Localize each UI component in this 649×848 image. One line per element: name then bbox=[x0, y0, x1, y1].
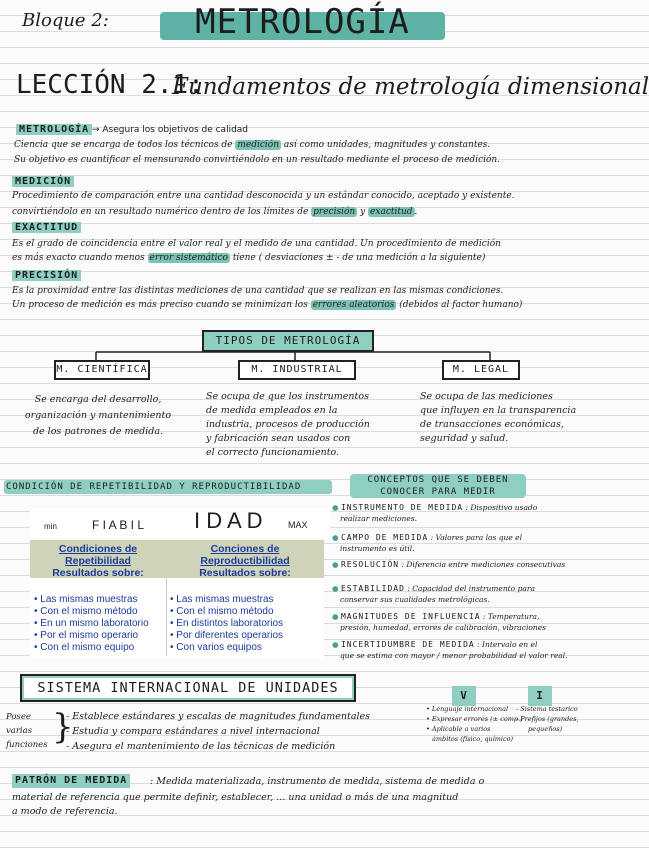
repetibilidad-header bbox=[30, 543, 166, 579]
list-item: • Lenguaje internacional bbox=[426, 705, 509, 713]
text: tiene ( desviaciones ± - de una medición a la siguiente) bbox=[232, 253, 486, 263]
highlight: error sistemático bbox=[149, 253, 228, 263]
concept-term: MAGNITUDES DE INFLUENCIA bbox=[340, 612, 481, 621]
text: Resultados sobre: bbox=[199, 567, 291, 579]
conceptos-list bbox=[332, 502, 598, 665]
text: y bbox=[360, 207, 366, 217]
precision-line1: Es la proximidad entre las distintas mediciones de una cantidad que se realizan en las mismas condiciones. bbox=[12, 286, 504, 296]
condicion-title: CONDICIÓN DE REPETIBILIDAD Y REPRODUCTIBILIDAD bbox=[4, 480, 332, 494]
reproductibilidad-header bbox=[170, 543, 320, 579]
exactitud-term: EXACTITUD bbox=[12, 222, 81, 233]
concept-text: : Capacidad del instrumento para bbox=[407, 584, 535, 593]
text: Se encarga del desarrollo, bbox=[34, 394, 162, 405]
list-item: • Con el mismo equipo bbox=[34, 642, 149, 654]
i-label: I bbox=[528, 686, 552, 706]
list-item: • Por el mismo operario bbox=[34, 630, 149, 642]
lesson-prefix: LECCIÓN 2.1: bbox=[16, 70, 204, 100]
concept-term: RESOLUCIÓN bbox=[340, 560, 400, 569]
list-item: • Expresar errores (± comp.) bbox=[426, 715, 523, 723]
text: Conciones de bbox=[210, 543, 280, 555]
list-item: pequeños) bbox=[528, 725, 563, 733]
metrologia-arrow: → Asegura los objetivos de calidad bbox=[92, 125, 249, 135]
text: - Estudia y compara estándares a nivel internacional bbox=[66, 726, 320, 737]
lesson-title: Fundamentos de metrología dimensional bbox=[172, 74, 649, 100]
text: (debidos al factor humano) bbox=[399, 300, 523, 310]
concept-term: INCERTIDUMBRE DE MEDIDA bbox=[340, 640, 475, 649]
list-item: • Con varios equipos bbox=[170, 642, 283, 654]
text: industria, procesos de producción bbox=[206, 419, 370, 430]
medicion-term: MEDICIÓN bbox=[12, 176, 74, 187]
si-functions bbox=[66, 709, 370, 754]
text: de transacciones económicas, bbox=[420, 419, 564, 430]
patron-line1: : Medida materializada, instrumento de medida, sistema de medida o bbox=[150, 776, 485, 787]
list-item: • Las mismas muestras bbox=[170, 594, 283, 606]
si-left-label bbox=[6, 710, 48, 752]
si-title: SISTEMA INTERNACIONAL DE UNIDADES bbox=[20, 674, 356, 702]
text: funciones bbox=[6, 740, 48, 750]
fiab-big: I D A D bbox=[194, 508, 263, 533]
list-item: • Las mismas muestras bbox=[34, 594, 149, 606]
text: - Establece estándares y escalas de magnitudes fundamentales bbox=[66, 711, 371, 722]
concept-text: que se estima con mayor / menor probabilidad el valor real. bbox=[340, 651, 568, 660]
patron-term: PATRÓN DE MEDIDA bbox=[12, 774, 130, 788]
metrologia-term: METROLOGÍA bbox=[16, 124, 92, 135]
list-item: • Con el mismo método bbox=[170, 606, 283, 618]
highlight: medición bbox=[237, 140, 280, 150]
conceptos-title bbox=[350, 474, 526, 498]
text: Se ocupa de que los instrumentos bbox=[206, 391, 369, 402]
concept-text: presión, humedad, errores de calibración, vibraciones bbox=[340, 623, 547, 632]
list-item: - Sistema testarico bbox=[516, 705, 578, 713]
patron-line3: a modo de referencia. bbox=[12, 806, 118, 817]
text: que influyen en la transparencia bbox=[420, 405, 577, 416]
concept-text: conservar sus cualidades metrológicas. bbox=[340, 595, 490, 604]
medicion-line1: Procedimiento de comparación entre una cantidad desconocida y un estándar conocido, aceptado y existente. bbox=[12, 191, 515, 201]
text: así como unidades, magnitudes y constantes. bbox=[283, 140, 491, 150]
list-item: • Con el mismo método bbox=[34, 606, 149, 618]
list-item: • Aplicable a varios bbox=[426, 725, 491, 733]
concept-item: ● ESTABILIDAD : Capacidad del instrumento para conservar sus cualidades metrológicas. bbox=[332, 583, 598, 611]
table-divider bbox=[166, 578, 167, 656]
highlight: exactitud bbox=[370, 207, 413, 217]
text: de medida empleados en la bbox=[206, 405, 338, 416]
list-item: • En un mismo laboratorio bbox=[34, 618, 149, 630]
concept-item: ● INCERTIDUMBRE DE MEDIDA : Intervalo en el que se estima con mayor / menor probabilidad el valor real. bbox=[332, 639, 598, 665]
concept-text: : Dispositivo usado bbox=[465, 503, 538, 512]
text: Posee bbox=[6, 712, 31, 722]
text: Condiciones de bbox=[58, 543, 138, 555]
concept-item: ● INSTRUMENTO DE MEDIDA : Dispositivo usado realizar mediciones. bbox=[332, 502, 598, 532]
concept-text: : Intervalo en el bbox=[477, 640, 538, 649]
repetibilidad-list bbox=[34, 594, 149, 654]
reproductibilidad-list bbox=[170, 594, 283, 654]
concept-text: : Valores para los que el bbox=[430, 533, 523, 542]
list-item: ámbitos (físico, químico) bbox=[432, 735, 514, 743]
concept-text: : Temperatura, bbox=[482, 612, 540, 621]
concept-term: CAMPO DE MEDIDA bbox=[340, 533, 429, 542]
conditions-table bbox=[30, 540, 324, 658]
text: Repetibilidad bbox=[65, 555, 131, 567]
text: Reproductibilidad bbox=[200, 555, 290, 567]
text: varias bbox=[6, 726, 33, 736]
i-list bbox=[516, 704, 579, 734]
m-legal-desc bbox=[420, 390, 576, 446]
text: Un proceso de medición es más preciso cuando se minimizan los bbox=[12, 300, 308, 310]
fiab-small: F I A B I L bbox=[92, 518, 145, 532]
text: y fabricación sean usados con bbox=[206, 433, 351, 444]
m-legal-label: M. LEGAL bbox=[442, 360, 520, 380]
highlight: errores aleatorios bbox=[312, 300, 395, 310]
m-industrial-desc bbox=[206, 390, 370, 460]
concept-text: instrumento es útil. bbox=[340, 544, 415, 553]
text: CONOCER PARA MEDIR bbox=[380, 487, 496, 497]
concept-text: realizar mediciones. bbox=[340, 514, 418, 523]
si-brace: } bbox=[52, 707, 74, 747]
text: el correcto funcionamiento. bbox=[206, 447, 340, 458]
text: organización y mantenimiento bbox=[24, 410, 172, 421]
text: Se ocupa de las mediciones bbox=[420, 391, 553, 402]
page-title: METROLOGÍA bbox=[195, 2, 410, 42]
concept-text: : Diferencia entre mediciones consecutivas bbox=[401, 560, 566, 569]
text: es más exacto cuando menos bbox=[12, 253, 145, 263]
m-cientifica-label: M. CIENTÍFICA bbox=[54, 360, 150, 380]
v-list bbox=[426, 704, 523, 744]
v-label: V bbox=[452, 686, 476, 706]
text: . bbox=[414, 207, 418, 217]
text: seguridad y salud. bbox=[420, 433, 509, 444]
min-label: min bbox=[44, 522, 57, 531]
tipos-title: TIPOS DE METROLOGÍA bbox=[202, 330, 374, 352]
m-industrial-label: M. INDUSTRIAL bbox=[238, 360, 356, 380]
text: convirtiéndolo en un resultado numérico dentro de los límites de bbox=[12, 207, 309, 217]
concept-term: INSTRUMENTO DE MEDIDA bbox=[340, 503, 464, 512]
list-item: • En distintos laboratorios bbox=[170, 618, 283, 630]
precision-term: PRECISIÓN bbox=[12, 270, 81, 281]
exactitud-line1: Es el grado de coincidencia entre el valor real y el medido de una cantidad. Un procedimiento de medición bbox=[12, 239, 501, 249]
text: Resultados sobre: bbox=[52, 567, 144, 579]
patron-line2: material de referencia que permite definir, establecer, ... una unidad o más de una magnitud bbox=[12, 792, 459, 803]
m-cientifica-desc bbox=[10, 392, 186, 440]
fiabilidad-scale bbox=[30, 508, 330, 538]
text: - Asegura el mantenimiento de las técnicas de medición bbox=[66, 741, 336, 752]
text: Ciencia que se encarga de todos los técnicos de bbox=[14, 140, 233, 150]
concept-item: ● RESOLUCIÓN : Diferencia entre mediciones consecutivas bbox=[332, 560, 566, 569]
concept-term: ESTABILIDAD bbox=[340, 584, 405, 593]
concept-item: ● MAGNITUDES DE INFLUENCIA : Temperatura, presión, humedad, errores de calibración, vibraciones bbox=[332, 611, 598, 639]
highlight: precisión bbox=[313, 207, 356, 217]
metrologia-line2: Su objetivo es cuantificar el mensurando convirtiéndolo en un resultado mediante el proceso de medición. bbox=[14, 155, 501, 165]
text: CONCEPTOS QUE SE DEBEN bbox=[367, 475, 509, 485]
list-item: - Prefijos (grandes, bbox=[516, 715, 579, 723]
bloque-label: Bloque 2: bbox=[22, 10, 109, 31]
text: de los patrones de medida. bbox=[32, 426, 164, 437]
list-item: • Por diferentes operarios bbox=[170, 630, 283, 642]
max-label: MAX bbox=[288, 520, 308, 530]
concept-item: ● CAMPO DE MEDIDA : Valores para los que el instrumento es útil. bbox=[332, 532, 598, 559]
